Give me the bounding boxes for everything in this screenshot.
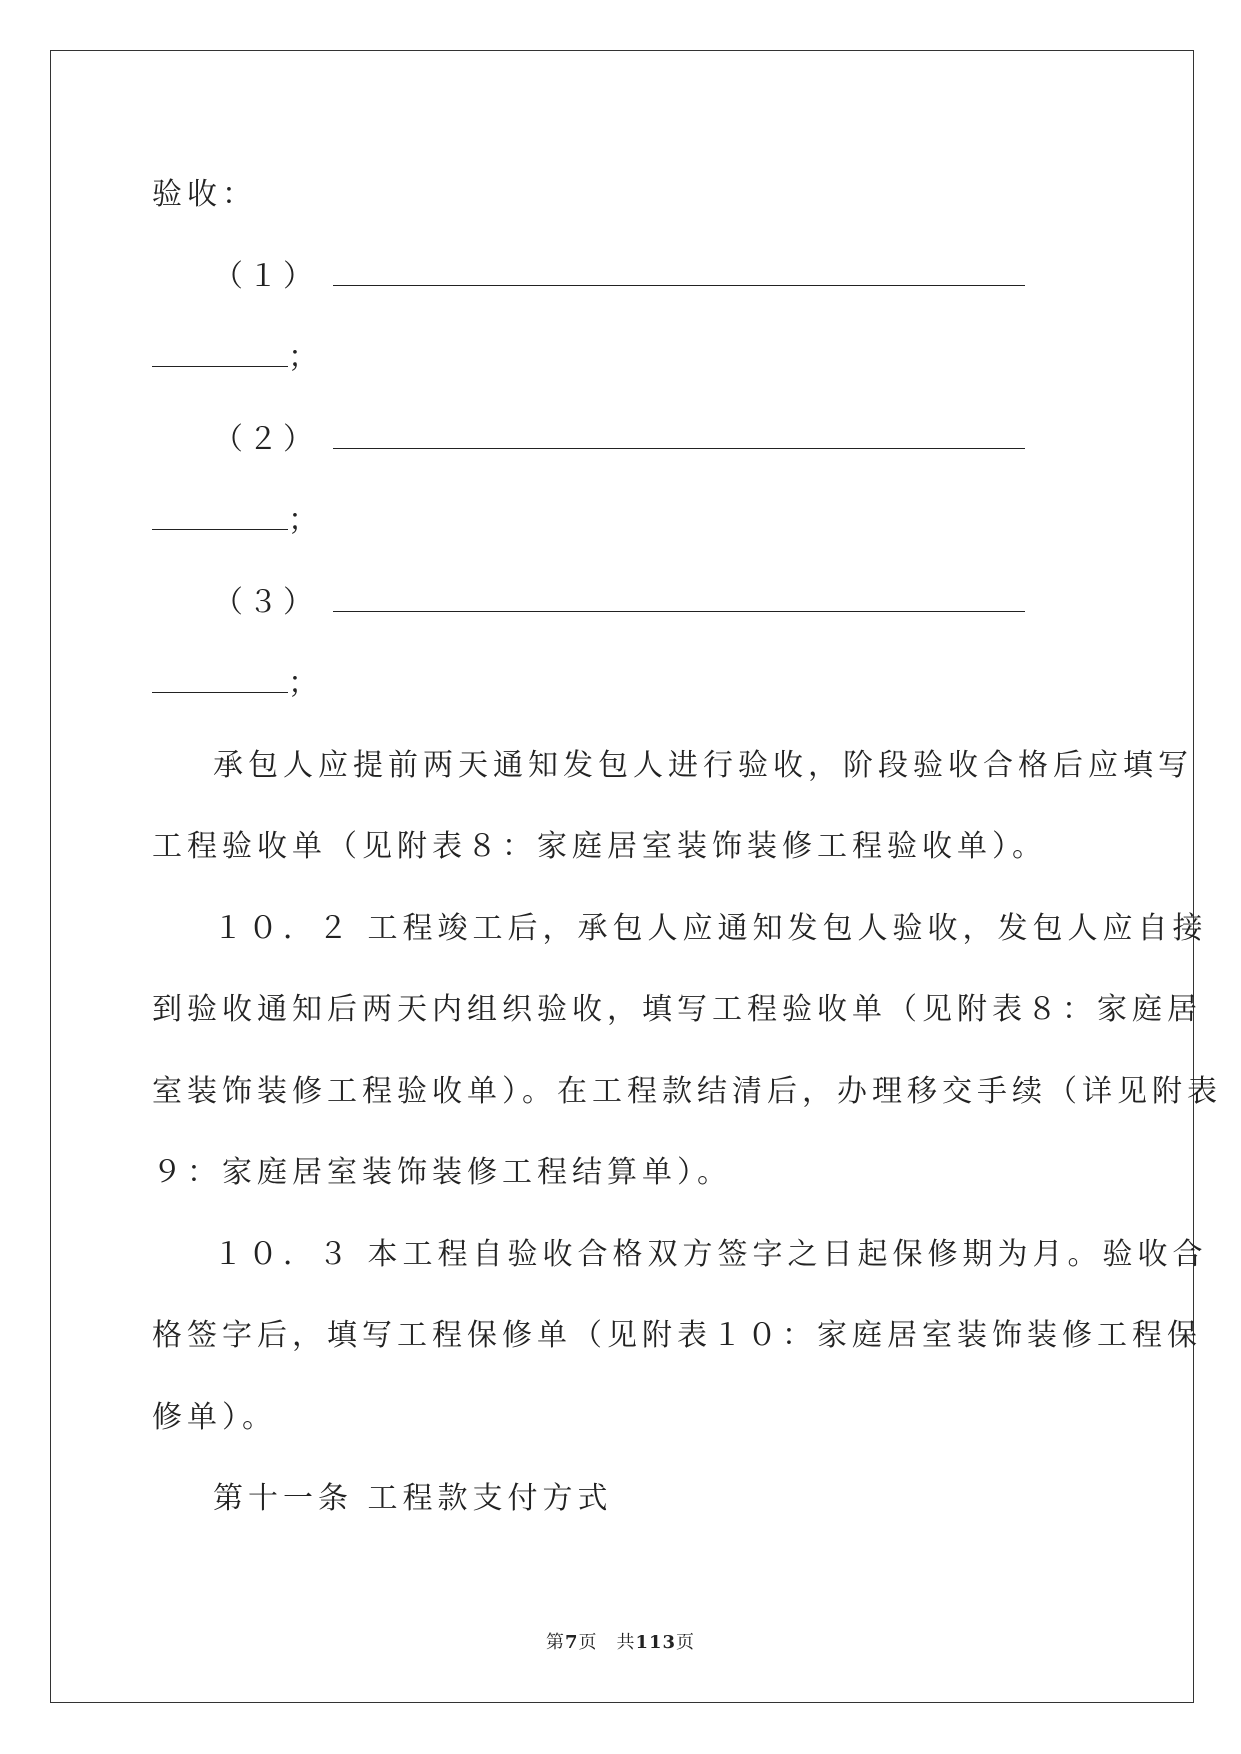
item-2-label: （２） (213, 422, 318, 457)
list-item-3 (213, 584, 1153, 622)
list-item-3-cont (152, 665, 1092, 703)
item-2-end: ； (288, 503, 323, 538)
section-heading: 第十一条 工程款支付方式 (213, 1481, 613, 1516)
paragraph-line: ９：家庭居室装饰装修工程结算单）。 (152, 1155, 732, 1190)
paragraph-line: １０．３ 本工程自验收合格双方签字之日起保修期为月。验收合 (213, 1237, 1208, 1272)
item-3-end: ； (288, 666, 323, 701)
text-line: 验收： (152, 177, 257, 212)
paragraph-line: 格签字后，填写工程保修单（见附表１０：家庭居室装饰装修工程保 (152, 1318, 1202, 1353)
page-footer (0, 1628, 1241, 1654)
paragraph-line: 工程验收单（见附表８：家庭居室装饰装修工程验收单）。 (152, 829, 1047, 864)
paragraph-line: 室装饰装修工程验收单）。在工程款结清后，办理移交手续（详见附表 (152, 1074, 1222, 1109)
footer-total-pages: 113 (635, 1632, 677, 1653)
paragraph-line: 到验收通知后两天内组织验收，填写工程验收单（见附表８：家庭居 (152, 992, 1202, 1027)
paragraph-line: １０．２ 工程竣工后，承包人应通知发包人验收，发包人应自接 (213, 911, 1208, 946)
item-3-blank-cont[interactable] (152, 666, 288, 693)
item-1-end: ； (288, 340, 323, 375)
footer-prefix: 第 (545, 1632, 565, 1653)
footer-suffix: 页 (676, 1632, 696, 1653)
item-1-label: （１） (213, 259, 318, 294)
paragraph-line: 承包人应提前两天通知发包人进行验收，阶段验收合格后应填写 (213, 748, 1193, 783)
item-2-blank-cont[interactable] (152, 503, 288, 530)
paragraph-line: 修单）。 (152, 1400, 277, 1435)
footer-page-number: 7 (564, 1632, 579, 1653)
footer-mid: 页 共 (578, 1632, 636, 1653)
list-item-1 (213, 258, 1153, 296)
list-item-1-cont (152, 339, 1092, 377)
item-3-blank[interactable] (333, 585, 1025, 612)
item-3-label: （３） (213, 585, 318, 620)
item-1-blank[interactable] (333, 259, 1025, 286)
list-item-2 (213, 421, 1153, 459)
item-1-blank-cont[interactable] (152, 340, 288, 367)
page-border (50, 50, 1222, 1703)
list-item-2-cont (152, 502, 1092, 540)
item-2-blank[interactable] (333, 422, 1025, 449)
